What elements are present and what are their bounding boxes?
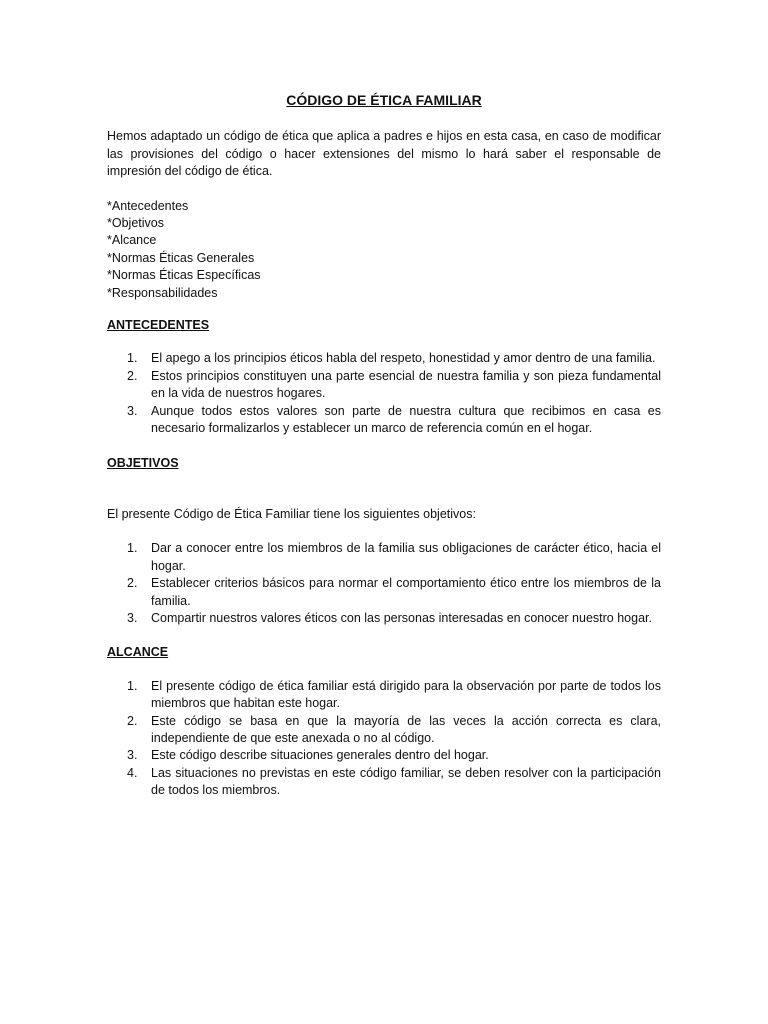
list-item-text: El apego a los principios éticos habla del respeto, honestidad y amor dentro de una familia. [151,351,656,366]
objetivos-lead: El presente Código de Ética Familiar tiene los siguientes objetivos: [107,506,476,521]
list-item [107,368,661,403]
list-item-text: Aunque todos estos valores son parte de nuestra cultura que recibimos en casa es necesario formalizarlos y establecer un marco de referencia común en el hogar. [151,403,661,436]
document-title: CÓDIGO DE ÉTICA FAMILIAR [286,92,482,108]
objetivos-list [107,540,661,627]
toc-item-normas-especificas: *Normas Éticas Específicas [107,268,261,283]
list-item [107,575,661,610]
list-item-text: Este código se basa en que la mayoría de las veces la acción correcta es clara, independiente de que este anexada o no al código. [151,713,661,745]
list-item-text: Este código describe situaciones generales dentro del hogar. [151,748,489,763]
list-item-number: 1. [127,351,138,366]
list-item-number: 3. [127,610,138,625]
antecedentes-list [107,350,661,437]
document-page [107,92,661,817]
list-item-number: 3. [127,403,138,418]
list-item-number: 2. [127,368,138,383]
list-item-text: Dar a conocer entre los miembros de la familia sus obligaciones de carácter ético, hacia el hogar. [151,541,661,573]
section-heading-objetivos: OBJETIVOS [107,455,179,470]
list-item [107,678,661,713]
list-item [107,403,661,438]
list-item [107,713,661,748]
table-of-contents [107,198,661,302]
list-item-number: 4. [127,765,138,780]
list-item-text: Establecer criterios básicos para normar el comportamiento ético entre los miembros de la familia. [151,576,661,608]
list-item [107,765,661,800]
alcance-list [107,678,661,800]
spacer [107,488,661,506]
list-item-text: El presente código de ética familiar está dirigido para la observación por parte de todos los miembros que habitan este hogar. [151,678,661,711]
list-item-number: 3. [127,748,138,763]
list-item-text: Estos principios constituyen una parte esencial de nuestra familia y son pieza fundamental en la vida de nuestros hogares. [151,368,661,401]
list-item-text: Compartir nuestros valores éticos con las personas interesadas en conocer nuestro hogar. [151,610,652,625]
section-heading-antecedentes: ANTECEDENTES [107,318,210,333]
toc-item-normas-generales: *Normas Éticas Generales [107,250,255,265]
list-item-number: 2. [127,713,138,728]
list-item-number: 1. [127,541,138,556]
list-item-number: 1. [127,678,138,693]
list-item [107,747,661,764]
list-item [107,540,661,575]
list-item-number: 2. [127,576,138,591]
list-item [107,350,661,367]
toc-item-alcance: *Alcance [107,233,157,248]
toc-item-responsabilidades: *Responsabilidades [107,285,218,300]
list-item-text: Las situaciones no previstas en este código familiar, se deben resolver con la participación de todos los miembros. [151,765,661,798]
list-item [107,610,661,627]
section-heading-alcance: ALCANCE [107,645,169,660]
toc-item-antecedentes: *Antecedentes [107,198,189,213]
toc-item-objetivos: *Objetivos [107,216,164,231]
intro-paragraph: Hemos adaptado un código de ética que aplica a padres e hijos en esta casa, en caso de modificar las provisiones del código o hacer extensiones del mismo lo hará saber el responsable de impresión del código de ética. [107,129,661,179]
